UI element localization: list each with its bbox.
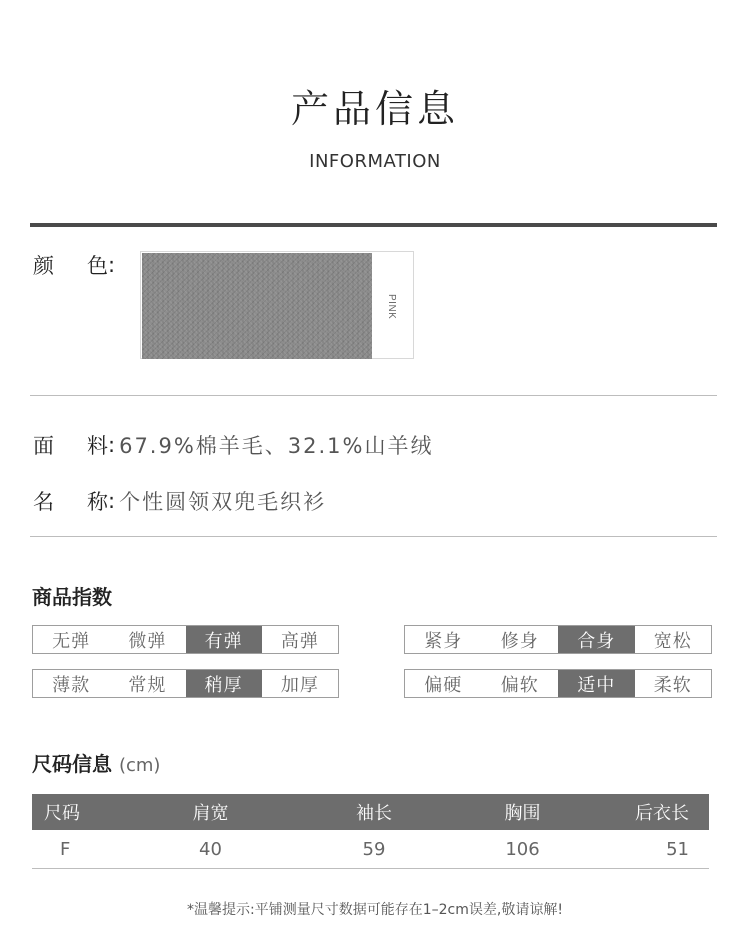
index-option: 修身 [500,630,539,652]
color-swatch [142,253,372,359]
name-key-2: 称 [87,490,108,514]
index-option: 无弹 [52,630,91,652]
index-option: 宽松 [653,630,692,652]
softness-scale [404,669,712,698]
page-subtitle: INFORMATION [309,151,441,172]
index-option-selected: 有弹 [186,626,262,653]
header-cell: 袖长 [356,803,392,824]
size-title: 尺码信息 [32,752,112,776]
table-cell: 59 [362,838,386,860]
divider-thick [30,223,717,227]
fit-scale [404,625,712,654]
header-cell: 肩宽 [192,803,229,824]
table-row [32,830,709,869]
fabric-row [33,430,434,460]
measurement-note: *温馨提示:平铺测量尺寸数据可能存在1–2cm误差,敬请谅解! [187,902,563,918]
index-option-selected: 适中 [558,670,635,697]
index-option: 紧身 [424,630,463,652]
index-option: 偏软 [500,674,539,696]
name-colon: : [108,489,116,513]
table-cell: 51 [666,838,689,860]
divider [30,395,717,396]
page-title: 产品信息 [290,87,459,131]
thickness-scale [32,669,339,698]
size-table-header [32,794,709,830]
index-option: 偏硬 [424,674,463,696]
name-key-1: 名 [33,490,54,514]
index-option: 微弹 [128,630,167,652]
color-colon: : [108,253,116,277]
fabric-key-1: 面 [33,434,54,458]
color-key-1: 颜 [33,254,54,278]
index-section-title: 商品指数 [32,585,112,609]
name-row [33,486,326,516]
color-key-2: 色 [87,254,108,278]
size-unit: (cm) [118,755,161,776]
table-cell: 40 [199,838,222,860]
color-label [33,250,119,280]
color-swatch-card[interactable] [140,251,414,359]
header-cell: 后衣长 [635,803,689,824]
table-cell: 106 [505,838,540,860]
index-option: 常规 [128,674,167,696]
index-option: 柔软 [653,674,692,696]
fabric-colon: : [108,433,116,457]
fabric-value: 67.9%棉羊毛、32.1%山羊绒 [119,434,434,458]
index-option-selected: 合身 [558,626,635,653]
size-table [32,794,709,869]
header-cell: 胸围 [504,803,541,824]
color-swatch-label: PINK [386,294,397,320]
size-section-title [32,748,160,777]
index-option: 加厚 [280,674,319,696]
index-option-selected: 稍厚 [186,670,262,697]
index-option: 薄款 [52,674,91,696]
divider [30,536,717,537]
fabric-key-2: 料 [87,434,108,458]
table-cell: F [60,838,71,860]
elasticity-scale [32,625,339,654]
index-option: 高弹 [280,630,319,652]
header-cell: 尺码 [44,803,80,824]
name-value: 个性圆领双兜毛织衫 [119,490,327,514]
